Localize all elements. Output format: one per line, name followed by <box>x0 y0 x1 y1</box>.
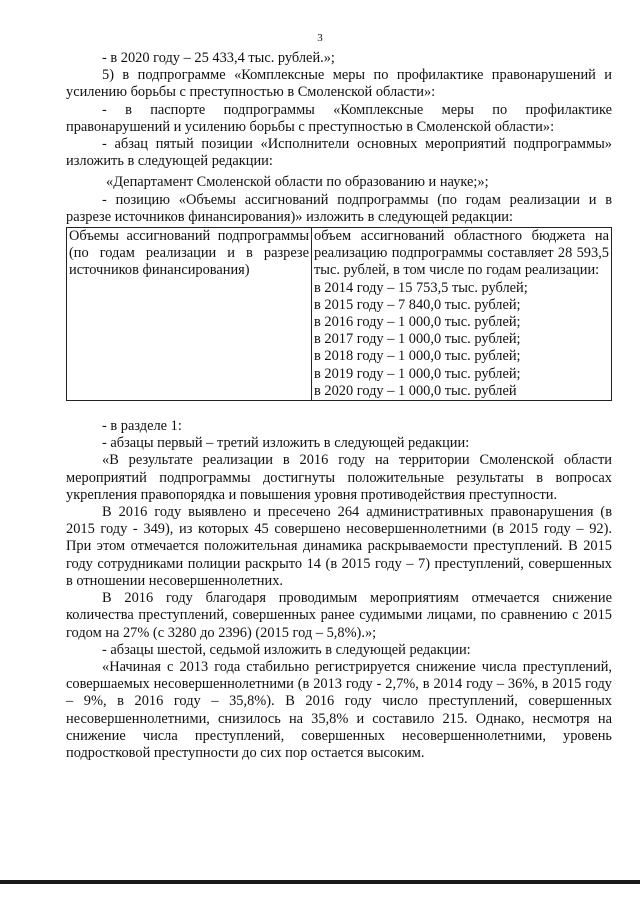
table-row <box>67 228 612 401</box>
paragraph-section-1: - в разделе 1: <box>102 418 182 435</box>
paragraph-juvenile-crime: «Начиная с 2013 года стабильно регистрируется снижение числа преступлений, совершаемых несовершеннолетними (в 2013 году - 2,7%, в 2014 году – 36%, в 2015 году – 9%, в 2016 году – 35,8%). В 2016 году число преступлений, совершенных несовершеннолетними, снизилось на 35,8% и составило 215. Однако, несмотря на снижение числа преступлений, совершенных несовершеннолетними, уровень подростковой преступности до сих пор остается высоким. <box>66 658 612 761</box>
document-body <box>66 50 612 762</box>
paragraph-abzacy-6-7: - абзацы шестой, седьмой изложить в следующей редакции: <box>102 641 471 658</box>
paragraph-reduction-2016: В 2016 году благодаря проводимым мероприятиям отмечается снижение количества преступлений, совершенных ранее судимыми лицами, по сравнению с 2015 годом на 27% (с 3280 до 2396) (2015 год – 5,8%).»; <box>66 590 612 641</box>
paragraph-department-quote: «Департамент Смоленской области по образованию и науке;»; <box>106 174 489 191</box>
year-line: в 2019 году – 1 000,0 тыс. рублей; <box>314 365 521 382</box>
paragraph-results-2016: «В результате реализации в 2016 году на территории Смоленской области мероприятий подпрограммы достигнуты положительные результаты в вопросах укрепления правопорядка и повышения уровня противодействия преступности. <box>66 452 612 503</box>
assignments-table <box>66 227 612 401</box>
paragraph-passport: - в паспорте подпрограммы «Комплексные меры по профилактике правонарушений и усилению борьбы с преступностью в Смоленской области»: <box>66 101 612 135</box>
year-line: в 2015 году – 7 840,0 тыс. рублей; <box>314 296 521 313</box>
year-line: в 2014 году – 15 753,5 тыс. рублей; <box>314 279 528 296</box>
year-line: в 2018 году – 1 000,0 тыс. рублей; <box>314 348 521 365</box>
paragraph-volumes-position: - позицию «Объемы ассигнований подпрограммы (по годам реализации и в разрезе источников финансирования)» изложить в следующей редакции: <box>66 191 612 225</box>
paragraph-subprogram-5: 5) в подпрограмме «Комплексные меры по профилактике правонарушений и усилению борьбы с преступностью в Смоленской области»: <box>66 67 612 101</box>
year-line: в 2020 году – 1 000,0 тыс. рублей <box>314 382 517 399</box>
paragraph-executors-position: - абзац пятый позиции «Исполнители основных мероприятий подпрограммы» изложить в следующей редакции: <box>66 136 612 170</box>
page-number: 3 <box>317 32 323 44</box>
budget-intro: объем ассигнований областного бюджета на реализацию подпрограммы составляет 28 593,5 тыс. рублей, в том числе по годам реализации: <box>314 228 609 279</box>
table-cell-values <box>312 228 612 401</box>
paragraph-2020-total: - в 2020 году – 25 433,4 тыс. рублей.»; <box>102 50 335 66</box>
bottom-rule <box>0 880 640 884</box>
table-cell-label: Объемы ассигнований подпрограммы (по годам реализации и в разрезе источников финансирования) <box>67 228 312 401</box>
year-line: в 2016 году – 1 000,0 тыс. рублей; <box>314 314 521 331</box>
paragraph-offenses-2016: В 2016 году выявлено и пресечено 264 административных правонарушения (в 2015 году - 349), из которых 45 совершено несовершеннолетними (в 2015 году – 92). При этом отмечается положительная динамика раскрываемости преступлений. В 2015 году сотрудниками полиции раскрыто 14 (в 2015 году – 7) преступлений, совершенных в отношении несовершеннолетних. <box>66 504 612 589</box>
year-line: в 2017 году – 1 000,0 тыс. рублей; <box>314 331 521 348</box>
paragraph-abzacy-1-3: - абзацы первый – третий изложить в следующей редакции: <box>102 435 470 452</box>
